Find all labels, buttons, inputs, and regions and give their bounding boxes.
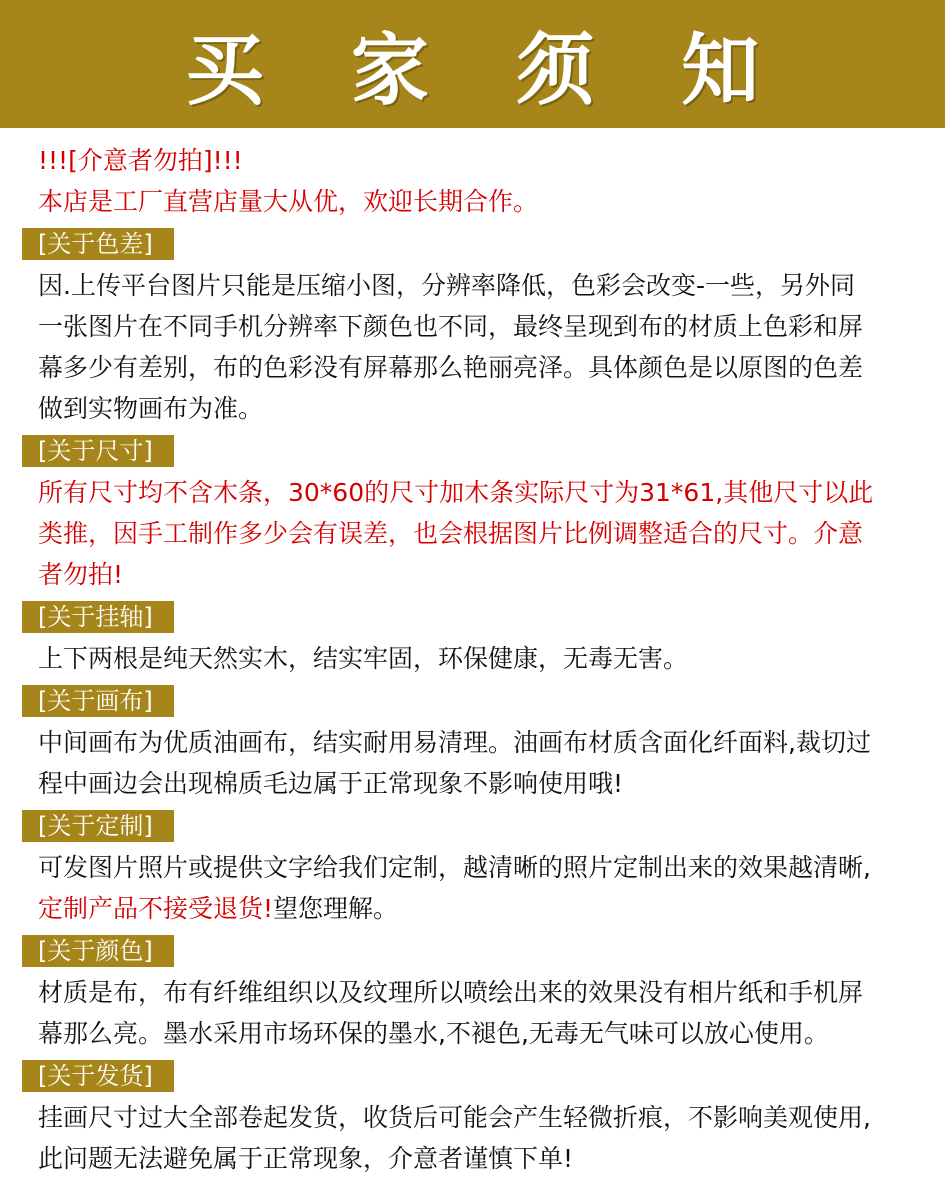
section-size: [0, 429, 945, 595]
section-line: 者勿拍!: [38, 560, 124, 589]
section-line: 中间画布为优质油画布，结实耐用易清理。油画布材质含面化纤面料,裁切过: [38, 728, 871, 757]
section-line: 此问题无法避免属于正常现象，介意者谨慎下单!: [38, 1144, 574, 1173]
section-heading: [关于画布]: [22, 685, 174, 717]
section-line: 幕多少有差别，布的色彩没有屏幕那么艳丽亮泽。具体颜色是以原图的色差: [38, 353, 864, 382]
section-line: 因.上传平台图片只能是压缩小图，分辨率降低，色彩会改变-一些，另外同: [38, 271, 855, 300]
section-heading: [关于尺寸]: [22, 435, 174, 467]
section-line: 类推，因手工制作多少会有误差，也会根据图片比例调整适合的尺寸。介意: [38, 519, 864, 548]
section-hanging-rod: [0, 595, 945, 679]
section-heading: [关于色差]: [22, 228, 174, 260]
title-banner: [0, 0, 945, 128]
section-line: 一张图片在不同手机分辨率下颜色也不同，最终呈现到布的材质上色彩和屏: [38, 312, 864, 341]
section-line-mixed: [0, 888, 945, 929]
page-title: 买 家 须 知: [185, 26, 790, 116]
no-return-warning: 定制产品不接受退货!: [38, 894, 274, 923]
section-heading: [关于发货]: [22, 1060, 174, 1092]
section-line: 材质是布，布有纤维组织以及纹理所以喷绘出来的效果没有相片纸和手机屏: [38, 978, 864, 1007]
warning-line: !!![介意者勿拍]!!!: [38, 146, 243, 175]
section-heading: [关于定制]: [22, 810, 174, 842]
welcome-line: 本店是工厂直营店量大从优，欢迎长期合作。: [38, 187, 539, 216]
section-line: 上下两根是纯天然实木，结实牢固，环保健康，无毒无害。: [38, 644, 689, 673]
section-color: [0, 929, 945, 1054]
understanding-text: 望您理解。: [273, 894, 399, 923]
section-line: 所有尺寸均不含木条，30*60的尺寸加木条实际尺寸为31*61,其他尺寸以此: [38, 478, 874, 507]
section-heading: [关于挂轴]: [22, 601, 174, 633]
section-canvas: [0, 679, 945, 804]
section-line: 可发图片照片或提供文字给我们定制，越清晰的照片定制出来的效果越清晰,: [38, 853, 871, 882]
section-line: 挂画尺寸过大全部卷起发货，收货后可能会产生轻微折痕，不影响美观使用,: [38, 1103, 871, 1132]
section-color-difference: [0, 222, 945, 429]
section-line: 做到实物画布为准。: [38, 394, 264, 423]
section-heading: [关于颜色]: [22, 935, 174, 967]
section-custom: [0, 804, 945, 929]
section-line: 程中画边会出现棉质毛边属于正常现象不影响使用哦!: [38, 769, 624, 798]
notice-content: [0, 140, 945, 1179]
section-line: 幕那么亮。墨水采用市场环保的墨水,不褪色,无毒无气味可以放心使用。: [38, 1019, 829, 1048]
section-shipping: [0, 1054, 945, 1179]
